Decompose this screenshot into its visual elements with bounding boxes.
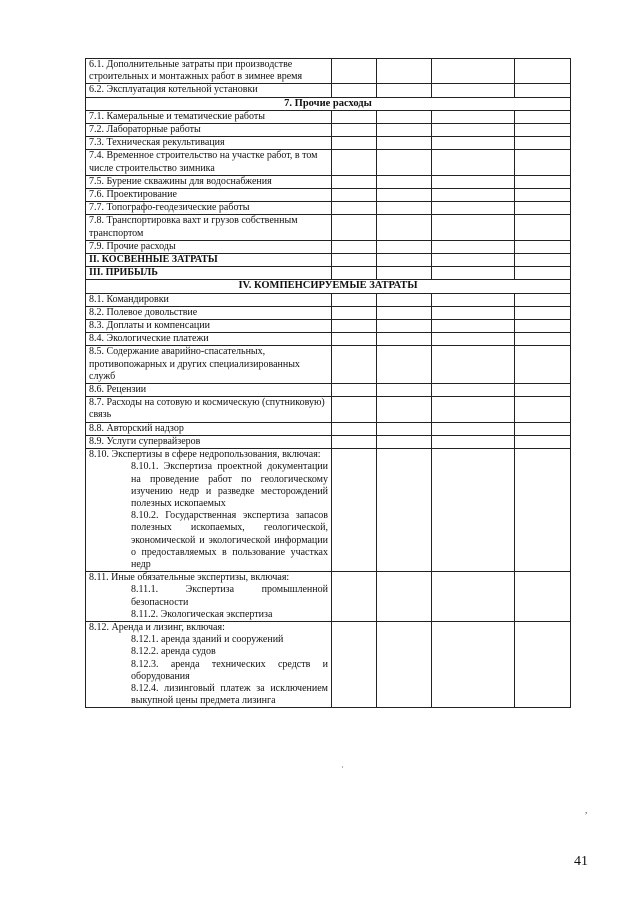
table-row xyxy=(86,384,571,397)
table-row xyxy=(86,215,571,240)
value-cell xyxy=(332,189,377,202)
section-title: 7. Прочие расходы xyxy=(86,97,571,110)
table-row xyxy=(86,422,571,435)
value-cell xyxy=(332,346,377,384)
table-row xyxy=(86,137,571,150)
section-header-row xyxy=(86,280,571,293)
sub-item-label: 8.12.2. аренда судов xyxy=(131,646,216,658)
table-row xyxy=(86,84,571,97)
table-row xyxy=(86,333,571,346)
value-cell xyxy=(332,110,377,123)
value-cell xyxy=(515,137,571,150)
value-cell xyxy=(432,293,515,306)
value-cell xyxy=(432,137,515,150)
value-cell xyxy=(377,189,432,202)
value-cell xyxy=(432,254,515,267)
value-cell xyxy=(515,254,571,267)
value-cell xyxy=(432,572,515,622)
value-cell xyxy=(377,621,432,707)
table-row xyxy=(86,124,571,137)
item-label: 7.3. Техническая рекультивация xyxy=(86,137,332,150)
item-label xyxy=(86,449,332,572)
value-cell xyxy=(432,240,515,253)
value-cell xyxy=(515,110,571,123)
cost-table xyxy=(85,58,571,708)
value-cell xyxy=(332,449,377,572)
value-cell xyxy=(332,240,377,253)
value-cell xyxy=(432,189,515,202)
value-cell xyxy=(377,59,432,84)
value-cell xyxy=(332,306,377,319)
value-cell xyxy=(332,293,377,306)
item-label: 7.6. Проектирование xyxy=(86,189,332,202)
value-cell xyxy=(377,202,432,215)
table-row xyxy=(86,449,571,572)
item-label: 8.4. Экологические платежи xyxy=(86,333,332,346)
value-cell xyxy=(432,267,515,280)
value-cell xyxy=(515,449,571,572)
value-cell xyxy=(377,572,432,622)
value-cell xyxy=(377,215,432,240)
value-cell xyxy=(432,306,515,319)
table-row xyxy=(86,320,571,333)
sub-item-label: 8.11.1. Экспертиза промышленной безопасности xyxy=(131,584,328,608)
value-cell xyxy=(515,189,571,202)
value-cell xyxy=(377,397,432,422)
table-row xyxy=(86,306,571,319)
item-label: 8.5. Содержание аварийно-спасательных, противопожарных и других специализированных служб xyxy=(86,346,332,384)
value-cell xyxy=(377,435,432,448)
value-cell xyxy=(432,59,515,84)
value-cell xyxy=(515,384,571,397)
value-cell xyxy=(515,572,571,622)
value-cell xyxy=(332,267,377,280)
value-cell xyxy=(377,306,432,319)
sub-item-label: 8.12.3. аренда технических средств и оборудования xyxy=(131,658,328,682)
value-cell xyxy=(432,320,515,333)
table-row xyxy=(86,293,571,306)
sub-item-label: 8.10.2. Государственная экспертиза запасов полезных ископаемых, геологической, экономической и экологической информации о предоставляемых в пользование участках недр xyxy=(131,510,328,570)
value-cell xyxy=(377,240,432,253)
value-cell xyxy=(515,346,571,384)
value-cell xyxy=(332,59,377,84)
item-label: 7.1. Камеральные и тематические работы xyxy=(86,110,332,123)
value-cell xyxy=(332,435,377,448)
value-cell xyxy=(377,384,432,397)
sub-item-label: 8.10.1. Экспертиза проектной документации на проведение работ по геологическому изучению недр и разведке месторождений полезных ископаемых xyxy=(131,461,328,509)
value-cell xyxy=(332,84,377,97)
value-cell xyxy=(332,333,377,346)
value-cell xyxy=(515,150,571,175)
item-heading: 8.11. Иные обязательные экспертизы, включая: xyxy=(89,572,290,584)
value-cell xyxy=(432,215,515,240)
item-label: 8.7. Расходы на сотовую и космическую (спутниковую) связь xyxy=(86,397,332,422)
value-cell xyxy=(377,293,432,306)
scan-mark: ˙ xyxy=(341,765,344,775)
item-label: 7.5. Бурение скважины для водоснабжения xyxy=(86,175,332,188)
value-cell xyxy=(432,384,515,397)
value-cell xyxy=(432,435,515,448)
section-title: IV. КОМПЕНСИРУЕМЫЕ ЗАТРАТЫ xyxy=(86,280,571,293)
table-row xyxy=(86,435,571,448)
value-cell xyxy=(377,254,432,267)
value-cell xyxy=(432,110,515,123)
value-cell xyxy=(332,150,377,175)
value-cell xyxy=(377,422,432,435)
value-cell xyxy=(332,254,377,267)
item-label: 8.6. Рецензии xyxy=(86,384,332,397)
cost-table-body xyxy=(86,59,571,708)
value-cell xyxy=(377,124,432,137)
value-cell xyxy=(515,435,571,448)
item-label: 8.8. Авторский надзор xyxy=(86,422,332,435)
value-cell xyxy=(332,215,377,240)
table-row xyxy=(86,346,571,384)
item-label: 8.9. Услуги супервайзеров xyxy=(86,435,332,448)
value-cell xyxy=(432,150,515,175)
value-cell xyxy=(432,124,515,137)
value-cell xyxy=(377,333,432,346)
item-label: 6.1. Дополнительные затраты при производстве строительных и монтажных работ в зимнее время xyxy=(86,59,332,84)
value-cell xyxy=(377,84,432,97)
value-cell xyxy=(515,59,571,84)
scan-mark: , xyxy=(585,805,588,815)
value-cell xyxy=(515,215,571,240)
value-cell xyxy=(515,84,571,97)
page-number: 41 xyxy=(574,854,588,869)
value-cell xyxy=(377,150,432,175)
value-cell xyxy=(332,422,377,435)
value-cell xyxy=(515,293,571,306)
category-label: III. ПРИБЫЛЬ xyxy=(86,267,332,280)
value-cell xyxy=(377,320,432,333)
value-cell xyxy=(332,202,377,215)
value-cell xyxy=(515,202,571,215)
item-label: 8.1. Командировки xyxy=(86,293,332,306)
table-row xyxy=(86,59,571,84)
value-cell xyxy=(332,397,377,422)
value-cell xyxy=(432,175,515,188)
sub-item-label: 8.11.2. Экологическая экспертиза xyxy=(131,608,273,620)
item-heading: 8.12. Аренда и лизинг, включая: xyxy=(89,621,225,633)
item-label: 8.3. Доплаты и компенсации xyxy=(86,320,332,333)
value-cell xyxy=(332,320,377,333)
value-cell xyxy=(515,240,571,253)
document-table-region xyxy=(85,58,570,708)
value-cell xyxy=(377,137,432,150)
item-label: 8.2. Полевое довольствие xyxy=(86,306,332,319)
table-row xyxy=(86,572,571,622)
category-label: II. КОСВЕННЫЕ ЗАТРАТЫ xyxy=(86,254,332,267)
item-heading: 8.10. Экспертизы в сфере недропользования, включая: xyxy=(89,449,321,461)
value-cell xyxy=(332,137,377,150)
value-cell xyxy=(515,333,571,346)
value-cell xyxy=(515,267,571,280)
value-cell xyxy=(515,422,571,435)
table-row xyxy=(86,621,571,707)
value-cell xyxy=(332,572,377,622)
value-cell xyxy=(515,124,571,137)
table-row xyxy=(86,175,571,188)
value-cell xyxy=(377,346,432,384)
value-cell xyxy=(432,449,515,572)
value-cell xyxy=(515,175,571,188)
item-label: 7.7. Топографо-геодезические работы xyxy=(86,202,332,215)
table-row xyxy=(86,202,571,215)
value-cell xyxy=(432,422,515,435)
table-row xyxy=(86,189,571,202)
value-cell xyxy=(515,320,571,333)
value-cell xyxy=(377,110,432,123)
item-label xyxy=(86,621,332,707)
value-cell xyxy=(332,384,377,397)
item-label: 7.4. Временное строительство на участке работ, в том числе строительство зимника xyxy=(86,150,332,175)
sub-item-label: 8.12.1. аренда зданий и сооружений xyxy=(131,634,284,646)
item-label: 7.2. Лабораторные работы xyxy=(86,124,332,137)
value-cell xyxy=(377,175,432,188)
section-header-row xyxy=(86,97,571,110)
value-cell xyxy=(377,449,432,572)
sub-item-label: 8.12.4. лизинговый платеж за исключением выкупной цены предмета лизинга xyxy=(131,682,328,707)
table-row xyxy=(86,240,571,253)
value-cell xyxy=(515,397,571,422)
value-cell xyxy=(432,346,515,384)
value-cell xyxy=(515,306,571,319)
value-cell xyxy=(332,124,377,137)
table-row xyxy=(86,254,571,267)
table-row xyxy=(86,267,571,280)
value-cell xyxy=(332,621,377,707)
item-label: 6.2. Эксплуатация котельной установки xyxy=(86,84,332,97)
value-cell xyxy=(432,333,515,346)
value-cell xyxy=(432,621,515,707)
item-label: 7.9. Прочие расходы xyxy=(86,240,332,253)
item-label xyxy=(86,572,332,622)
table-row xyxy=(86,397,571,422)
value-cell xyxy=(432,397,515,422)
value-cell xyxy=(332,175,377,188)
value-cell xyxy=(432,202,515,215)
value-cell xyxy=(515,621,571,707)
value-cell xyxy=(377,267,432,280)
table-row xyxy=(86,110,571,123)
value-cell xyxy=(432,84,515,97)
table-row xyxy=(86,150,571,175)
item-label: 7.8. Транспортировка вахт и грузов собственным транспортом xyxy=(86,215,332,240)
